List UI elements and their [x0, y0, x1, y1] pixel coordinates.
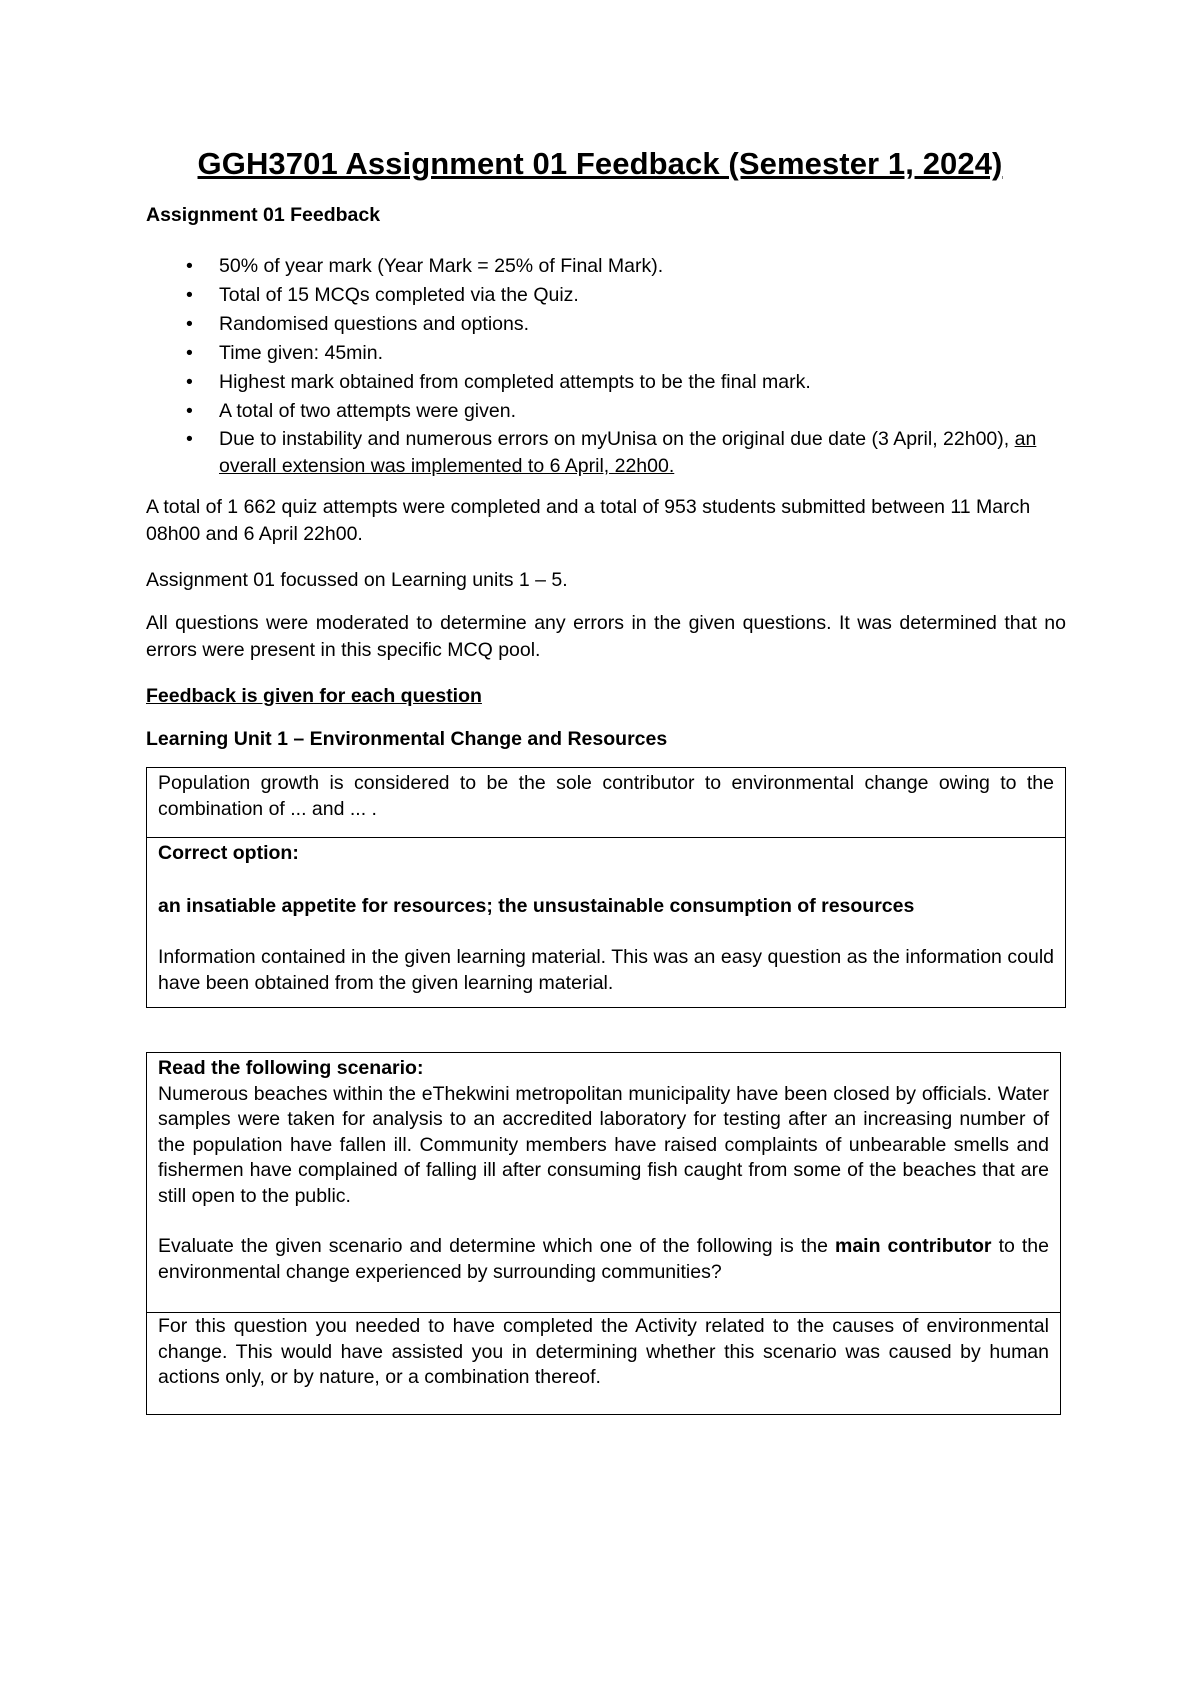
- bullet-item: • Time given: 45min.: [146, 339, 1066, 368]
- extension-note: an overall extension was implemented to 6 April, 22h00.: [219, 428, 1037, 477]
- scenario-text: Numerous beaches within the eThekwini metropolitan municipality have been closed by officials. Water samples were taken for analysis to an accredited laboratory for testing after an increasing number of the population have fallen ill. Community members have raised complaints of unbearable smells and fishermen have complained of falling ill after consuming fish caught from some of the beaches that are still open to the public.: [158, 1082, 1049, 1207]
- cell-divider: [147, 1312, 1060, 1313]
- section-heading: Assignment 01 Feedback: [146, 204, 381, 226]
- bullet-icon: •: [186, 371, 193, 393]
- question-2-explanation: For this question you needed to have completed the Activity related to the causes of environmental change. This would have assisted you in determining whether this scenario was caused by human actions only, or by nature, or a combination thereof.: [158, 1315, 1049, 1388]
- question-1-explanation: Information contained in the given learning material. This was an easy question as the information could have been obtained from the given learning material.: [158, 946, 1054, 994]
- question-2-scenario-cell: [147, 1056, 1060, 1285]
- question-2-prompt: Evaluate the given scenario and determine which one of the following is the main contributor to the environmental change experienced by surrounding communities?: [158, 1235, 1049, 1283]
- feedback-heading: Feedback is given for each question: [146, 685, 482, 707]
- bullet-item: • A total of two attempts were given.: [146, 397, 1066, 426]
- question-1-text: Population growth is considered to be the sole contributor to environmental change owing to the combination of ... and ... .: [158, 772, 1054, 820]
- bullet-item: • Randomised questions and options.: [146, 310, 1066, 339]
- bullet-item: • Highest mark obtained from completed attempts to be the final mark.: [146, 368, 1066, 397]
- moderation-paragraph: All questions were moderated to determine any errors in the given questions. It was determined that no errors were present in this specific MCQ pool.: [146, 612, 1066, 661]
- unit-heading: Learning Unit 1 – Environmental Change and Resources: [146, 728, 668, 750]
- bullet-icon: •: [186, 342, 193, 364]
- attempts-paragraph: A total of 1 662 quiz attempts were completed and a total of 953 students submitted between 11 March 08h00 and 6 April 22h00.: [146, 496, 1031, 545]
- correct-option-label: Correct option:: [158, 842, 299, 864]
- correct-answer: an insatiable appetite for resources; the unsustainable consumption of resources: [158, 894, 915, 917]
- question-1-text-cell: [147, 771, 1065, 822]
- question-2-explanation-cell: [147, 1314, 1060, 1391]
- cell-divider: [147, 837, 1065, 838]
- question-1-answer-cell: [147, 841, 1065, 996]
- bullet-icon: •: [186, 255, 193, 277]
- bullet-icon: •: [186, 313, 193, 335]
- main-contributor-emphasis: main contributor: [834, 1235, 992, 1257]
- question-2-box: [146, 1052, 1061, 1415]
- bullet-item-extension: • Due to instability and numerous errors on myUnisa on the original due date (3 April, 22h00), an overall extension was implemented to 6 April, 22h00.: [186, 428, 1037, 477]
- bullet-list: [146, 252, 1066, 480]
- bullet-item: • Total of 15 MCQs completed via the Quiz.: [146, 281, 1066, 310]
- bullet-item: • 50% of year mark (Year Mark = 25% of Final Mark).: [146, 252, 1066, 281]
- scenario-label: Read the following scenario:: [158, 1057, 424, 1079]
- bullet-icon: •: [186, 428, 193, 450]
- question-1-box: [146, 767, 1066, 1008]
- bullet-icon: •: [186, 400, 193, 422]
- focus-paragraph: Assignment 01 focussed on Learning units 1 – 5.: [146, 569, 568, 591]
- page-title: GGH3701 Assignment 01 Feedback (Semester 1, 2024): [197, 146, 1003, 181]
- bullet-icon: •: [186, 284, 193, 306]
